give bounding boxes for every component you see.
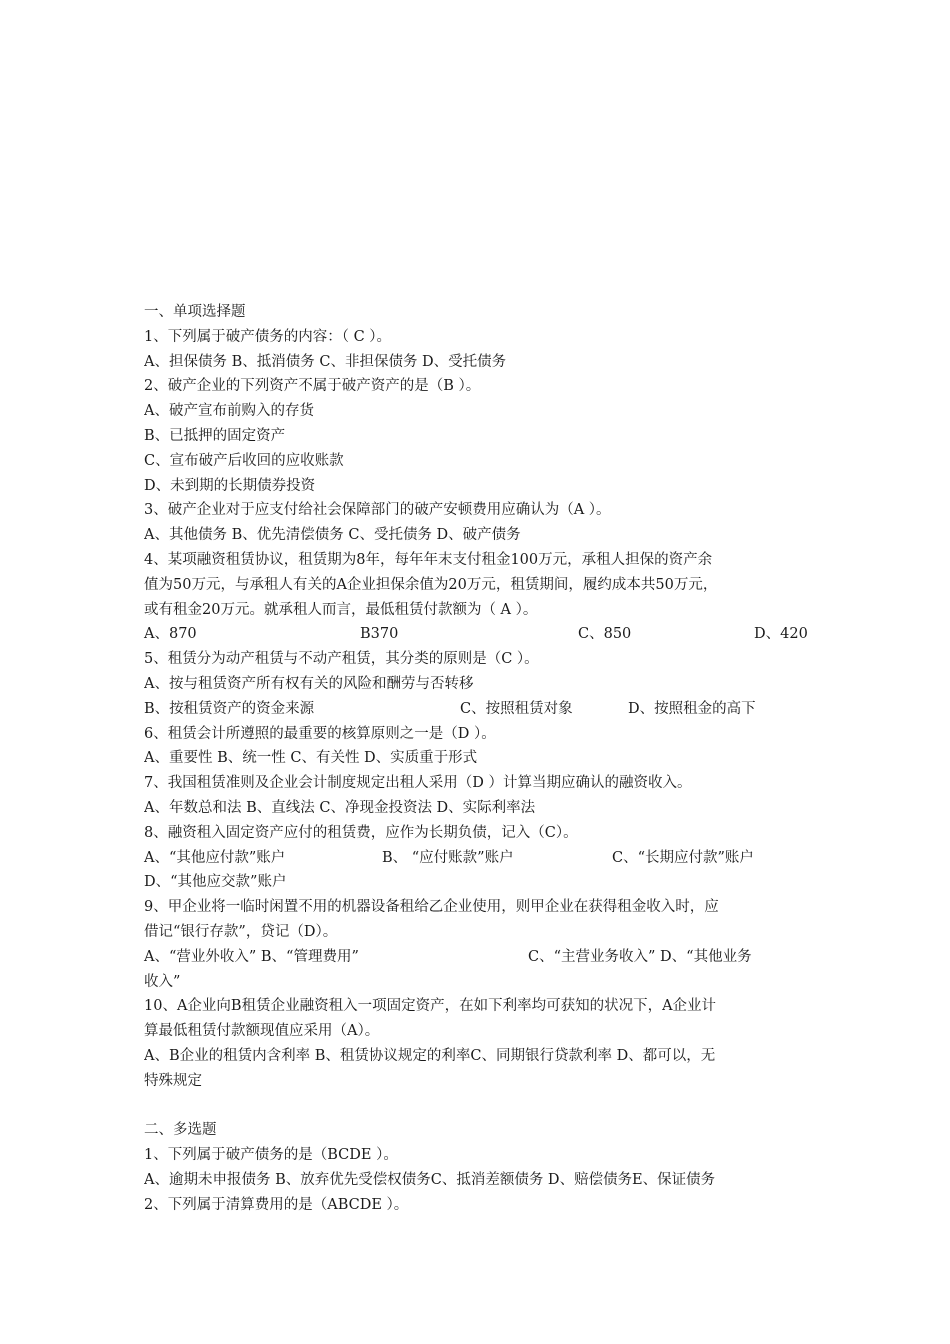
question-4-line-3: 或有租金20万元。就承租人而言，最低租赁付款额为（ A ）。	[144, 601, 538, 618]
question-8-option-b: B、 “应付账款”账户	[382, 849, 514, 866]
question-9-line-1: 9、甲企业将一临时闲置不用的机器设备租给乙企业使用，则甲企业在获得租金收入时，应	[144, 899, 719, 916]
question-6-options: A、重要性 B、统一性 C、有关性 D、实质重于形式	[144, 750, 478, 767]
question-6: 6、租赁会计所遵照的最重要的核算原则之一是（D ）。	[144, 725, 496, 742]
question-10-line-1: 10、A企业向B租赁企业融资租入一项固定资产，在如下利率均可获知的状况下，A企业计	[144, 998, 717, 1015]
section-title-single-choice: 一、单项选择题	[144, 304, 246, 320]
multi-question-1: 1、下列属于破产债务的是（BCDE ）。	[144, 1147, 398, 1164]
question-9-options-tail: 收入”	[144, 973, 181, 990]
question-2-option-a: A、破产宣布前购入的存货	[144, 403, 314, 420]
question-8: 8、融资租入固定资产应付的租赁费，应作为长期负债，记入（C）。	[144, 824, 578, 841]
question-4-option-d: D、420	[754, 626, 808, 643]
question-9-options	[144, 945, 824, 970]
multi-question-1-options: A、逾期未申报债务 B、放弃优先受偿权债务C、抵消差额债务 D、赔偿债务E、保证债务	[144, 1171, 716, 1188]
question-9-options-cd: C、“主营业务收入” D、“其他业务	[528, 948, 752, 965]
question-5: 5、租赁分为动产租赁与不动产租赁，其分类的原则是（C ）。	[144, 651, 539, 668]
question-8-option-c: C、“长期应付款”账户	[612, 849, 754, 866]
question-5-option-d: D、按照租金的高下	[628, 700, 756, 717]
question-7: 7、我国租赁准则及企业会计制度规定出租人采用（D ）计算当期应确认的融资收入。	[144, 775, 692, 792]
question-10-options-line-1: A、B企业的租赁内含利率 B、租赁协议规定的利率C、同期银行贷款利率 D、都可以，无	[144, 1047, 716, 1064]
question-3-options: A、其他债务 B、优先清偿债务 C、受托债务 D、破产债务	[144, 527, 521, 544]
question-4-option-c: C、850	[578, 626, 632, 643]
question-10-options-line-2: 特殊规定	[144, 1072, 202, 1089]
question-4-option-b: B370	[360, 626, 399, 643]
question-9-line-2: 借记“银行存款”，贷记（D）。	[144, 923, 338, 940]
question-7-options: A、年数总和法 B、直线法 C、净现金投资法 D、实际利率法	[144, 799, 536, 816]
question-1-options: A、担保债务 B、抵消债务 C、非担保债务 D、受托债务	[144, 353, 507, 370]
question-8-option-d: D、“其他应交款”账户	[144, 874, 287, 891]
question-4-line-1: 4、某项融资租赁协议，租赁期为8年，每年年末支付租金100万元，承租人担保的资产余	[144, 551, 713, 568]
question-5-option-a: A、按与租赁资产所有权有关的风险和酬劳与否转移	[144, 675, 474, 692]
question-3: 3、破产企业对于应支付给社会保障部门的破产安顿费用应确认为（A ）。	[144, 502, 611, 519]
question-8-options-abc	[144, 846, 824, 871]
question-2: 2、破产企业的下列资产不属于破产资产的是（B ）。	[144, 378, 481, 395]
question-5-option-b: B、按租赁资产的资金来源	[144, 700, 315, 717]
section-spacer	[144, 1094, 824, 1119]
question-8-option-a: A、“其他应付款”账户	[144, 849, 286, 866]
question-9-options-ab: A、“营业外收入” B、“管理费用”	[144, 948, 359, 965]
question-10-line-2: 算最低租赁付款额现值应采用（A）。	[144, 1023, 380, 1040]
question-4-options	[144, 622, 824, 647]
section-title-multiple-choice: 二、多选题	[144, 1122, 217, 1139]
question-2-option-c: C、宣布破产后收回的应收账款	[144, 452, 344, 469]
question-2-option-d: D、未到期的长期债券投资	[144, 477, 316, 494]
question-1: 1、下列属于破产债务的内容：（ C ）。	[144, 328, 392, 345]
document-body	[144, 300, 824, 1217]
question-5-options-bcd	[144, 697, 824, 722]
question-4-option-a: A、870	[144, 626, 197, 643]
question-4-line-2: 值为50万元，与承租人有关的A企业担保余值为20万元，租赁期间，履约成本共50万元，	[144, 576, 718, 593]
question-5-option-c: C、按照租赁对象	[460, 700, 573, 717]
question-2-option-b: B、已抵押的固定资产	[144, 427, 286, 444]
multi-question-2: 2、下列属于清算费用的是（ABCDE ）。	[144, 1196, 409, 1213]
